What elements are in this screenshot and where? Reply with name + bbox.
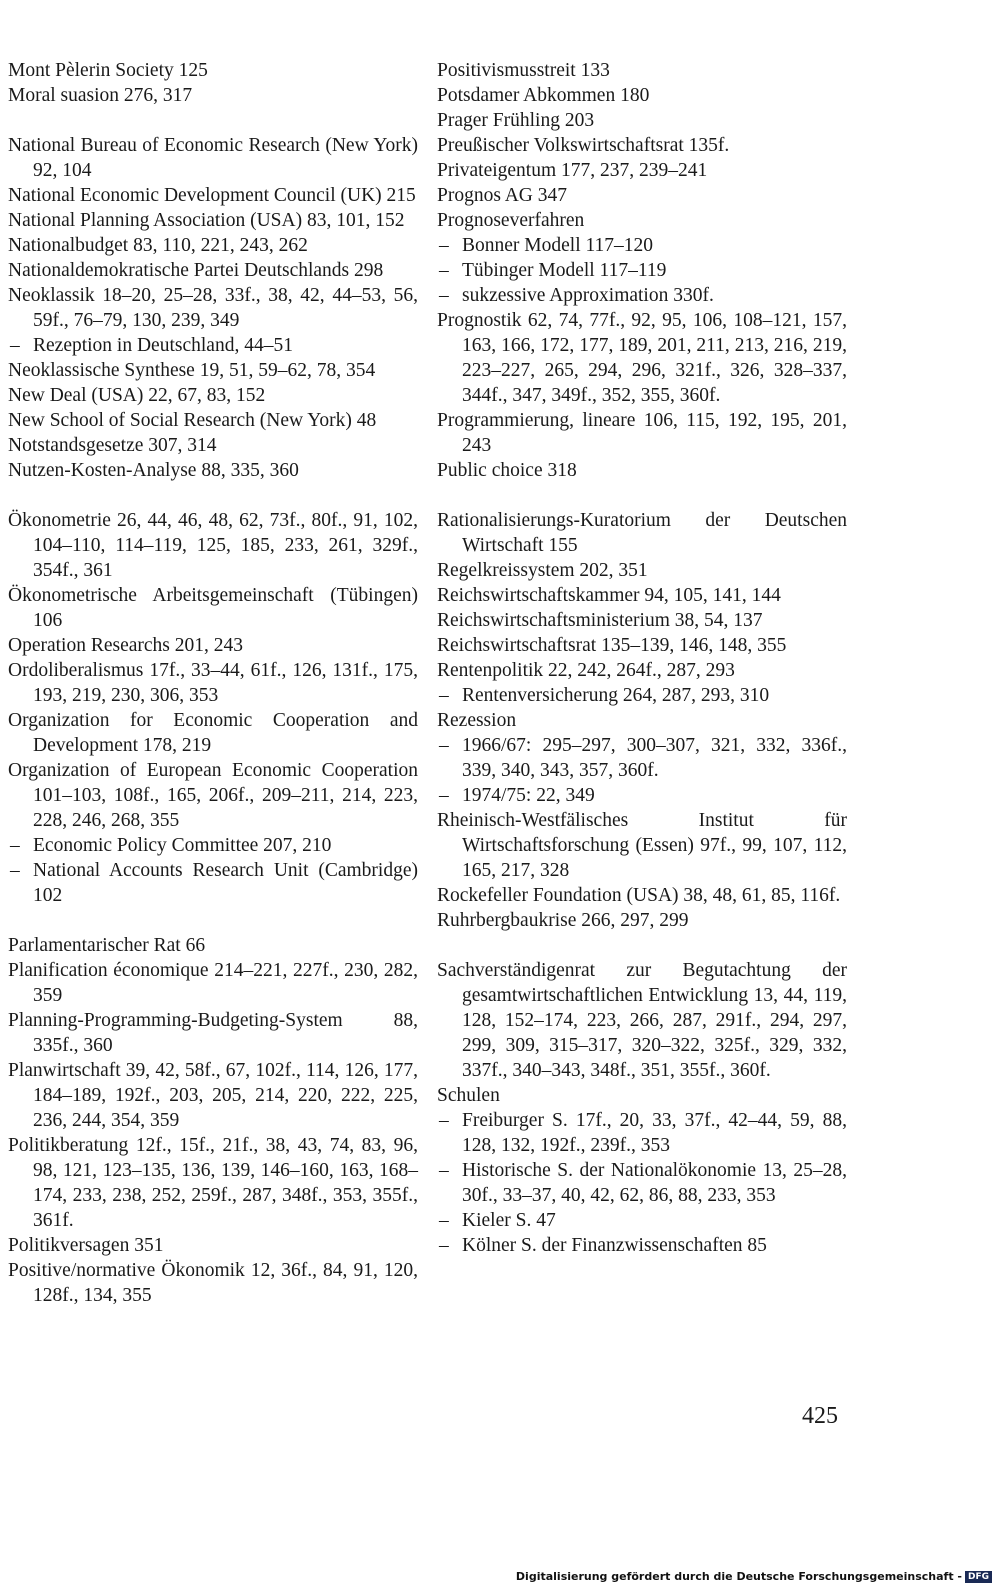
index-entry: Rheinisch-Westfälisches Institut für Wirtschaftsforschung (Essen) 97f., 99, 107, 112, 165, 217, 328 [437,810,847,881]
index-subentry: – Rezeption in Deutschland, 44–51 [8,333,418,358]
index-entry: New Deal (USA) 22, 67, 83, 152 [8,385,266,406]
index-entry: Organization of European Economic Cooperation 101–103, 108f., 165, 206f., 209–211, 214, 223, 228, 246, 268, 355 [8,760,418,831]
index-entry: Reichswirtschaftskammer 94, 105, 141, 144 [437,585,781,606]
index-entry: Planwirtschaft 39, 42, 58f., 67, 102f., 114, 126, 177, 184–189, 192f., 203, 205, 214, 220, 222, 225, 236, 244, 354, 359 [8,1060,418,1131]
index-entry: Rentenpolitik 22, 242, 264f., 287, 293 [437,660,735,681]
index-entry: Moral suasion 276, 317 [8,85,193,106]
index-entry: Sachverständigenrat zur Begutachtung der gesamtwirtschaftlichen Entwicklung 13, 44, 119, 128, 152–174, 223, 266, 287, 291f., 294, 297, 299, 309, 315–317, 320–322, 325f., 329, 332, 337f., 340–343, 348f., 351, 355f., 360f. [437,960,847,1081]
index-entry: Reichswirtschaftsrat 135–139, 146, 148, 355 [437,635,787,656]
index-subentry: – sukzessive Approximation 330f. [437,283,847,308]
index-subentry: – 1966/67: 295–297, 300–307, 321, 332, 336f., 339, 340, 343, 357, 360f. [437,733,847,783]
index-entry: Rockefeller Foundation (USA) 38, 48, 61, 85, 116f. [437,885,841,906]
index-entry: Notstandsgesetze 307, 314 [8,435,217,456]
index-subentry: – National Accounts Research Unit (Cambridge) 102 [8,858,418,908]
dfg-logo: DFG [965,1571,992,1583]
index-entry: Mont Pèlerin Society 125 [8,60,208,81]
index-subentry: – Rentenversicherung 264, 287, 293, 310 [437,683,847,708]
index-entry: Nationalbudget 83, 110, 221, 243, 262 [8,235,308,256]
index-entry: Organization for Economic Cooperation and Development 178, 219 [8,710,418,756]
index-entry: National Bureau of Economic Research (New York) 92, 104 [8,135,418,181]
index-entry: Ruhrbergbaukrise 266, 297, 299 [437,910,689,931]
index-entry: Ökonometrische Arbeitsgemeinschaft (Tübingen) 106 [8,585,418,631]
index-entry: Planification économique 214–221, 227f., 230, 282, 359 [8,960,418,1006]
index-subentry: – Tübinger Modell 117–119 [437,258,847,283]
index-entry: Rationalisierungs-Kuratorium der Deutschen Wirtschaft 155 [437,510,847,556]
index-entry: Positivismusstreit 133 [437,60,610,81]
index-subentry: – 1974/75: 22, 349 [437,783,847,808]
index-entry: New School of Social Research (New York) 48 [8,410,377,431]
index-entry: Prognos AG 347 [437,185,568,206]
index-entry: Schulen [437,1085,500,1106]
footer [516,1570,992,1583]
index-entry: Public choice 318 [437,460,577,481]
index-entry: Prager Frühling 203 [437,110,595,131]
index-entry: Rezession [437,710,517,731]
index-entry: Nationaldemokratische Partei Deutschlands 298 [8,260,384,281]
index-subentry: – Kieler S. 47 [437,1208,847,1233]
index-entry: Potsdamer Abkommen 180 [437,85,650,106]
index-entry: Ordoliberalismus 17f., 33–44, 61f., 126, 131f., 175, 193, 219, 230, 306, 353 [8,660,418,706]
index-subentry: – Historische S. der Nationalökonomie 13, 25–28, 30f., 33–37, 40, 42, 62, 86, 88, 233, 353 [437,1158,847,1208]
index-entry: Nutzen-Kosten-Analyse 88, 335, 360 [8,460,299,481]
index-entry: Planning-Programming-Budgeting-System 88, 335f., 360 [8,1010,418,1056]
index-column-right [437,58,847,1258]
index-entry: National Economic Development Council (UK) 215 [8,185,416,206]
index-entry: Prognostik 62, 74, 77f., 92, 95, 106, 108–121, 157, 163, 166, 172, 177, 189, 201, 211, 213, 216, 219, 223–227, 265, 294, 296, 321f., 326, 328–337, 344f., 347, 349f., 352, 355, 360f. [437,310,847,406]
page-number: 425 [802,1403,838,1429]
index-entry: Privateigentum 177, 237, 239–241 [437,160,708,181]
index-subentry: – Economic Policy Committee 207, 210 [8,833,418,858]
index-entry: Politikversagen 351 [8,1235,164,1256]
index-entry: Neoklassik 18–20, 25–28, 33f., 38, 42, 44–53, 56, 59f., 76–79, 130, 239, 349 [8,285,418,331]
index-subentry: – Bonner Modell 117–120 [437,233,847,258]
index-entry: Parlamentarischer Rat 66 [8,935,206,956]
index-entry: Prognoseverfahren [437,210,585,231]
index-entry: Neoklassische Synthese 19, 51, 59–62, 78, 354 [8,360,376,381]
index-entry: National Planning Association (USA) 83, 101, 152 [8,210,405,231]
index-subentry: – Freiburger S. 17f., 20, 33, 37f., 42–44, 59, 88, 128, 132, 192f., 239f., 353 [437,1108,847,1158]
index-column-left [8,58,418,1308]
index-entry: Programmierung, lineare 106, 115, 192, 195, 201, 243 [437,410,847,456]
footer-text: Digitalisierung gefördert durch die Deutsche Forschungsgemeinschaft - [515,1570,962,1583]
index-entry: Preußischer Volkswirtschaftsrat 135f. [437,135,730,156]
index-entry: Ökonometrie 26, 44, 46, 48, 62, 73f., 80f., 91, 102, 104–110, 114–119, 125, 185, 233, 261, 329f., 354f., 361 [8,510,418,581]
index-entry: Regelkreissystem 202, 351 [437,560,648,581]
index-entry: Politikberatung 12f., 15f., 21f., 38, 43, 74, 83, 96, 98, 121, 123–135, 136, 139, 146–160, 163, 168–174, 233, 238, 252, 259f., 287, 348f., 353, 355f., 361f. [8,1135,418,1231]
index-entry: Reichswirtschaftsministerium 38, 54, 137 [437,610,763,631]
index-entry: Operation Researchs 201, 243 [8,635,244,656]
index-entry: Positive/normative Ökonomik 12, 36f., 84, 91, 120, 128f., 134, 355 [8,1260,418,1306]
index-subentry: – Kölner S. der Finanzwissenschaften 85 [437,1233,847,1258]
